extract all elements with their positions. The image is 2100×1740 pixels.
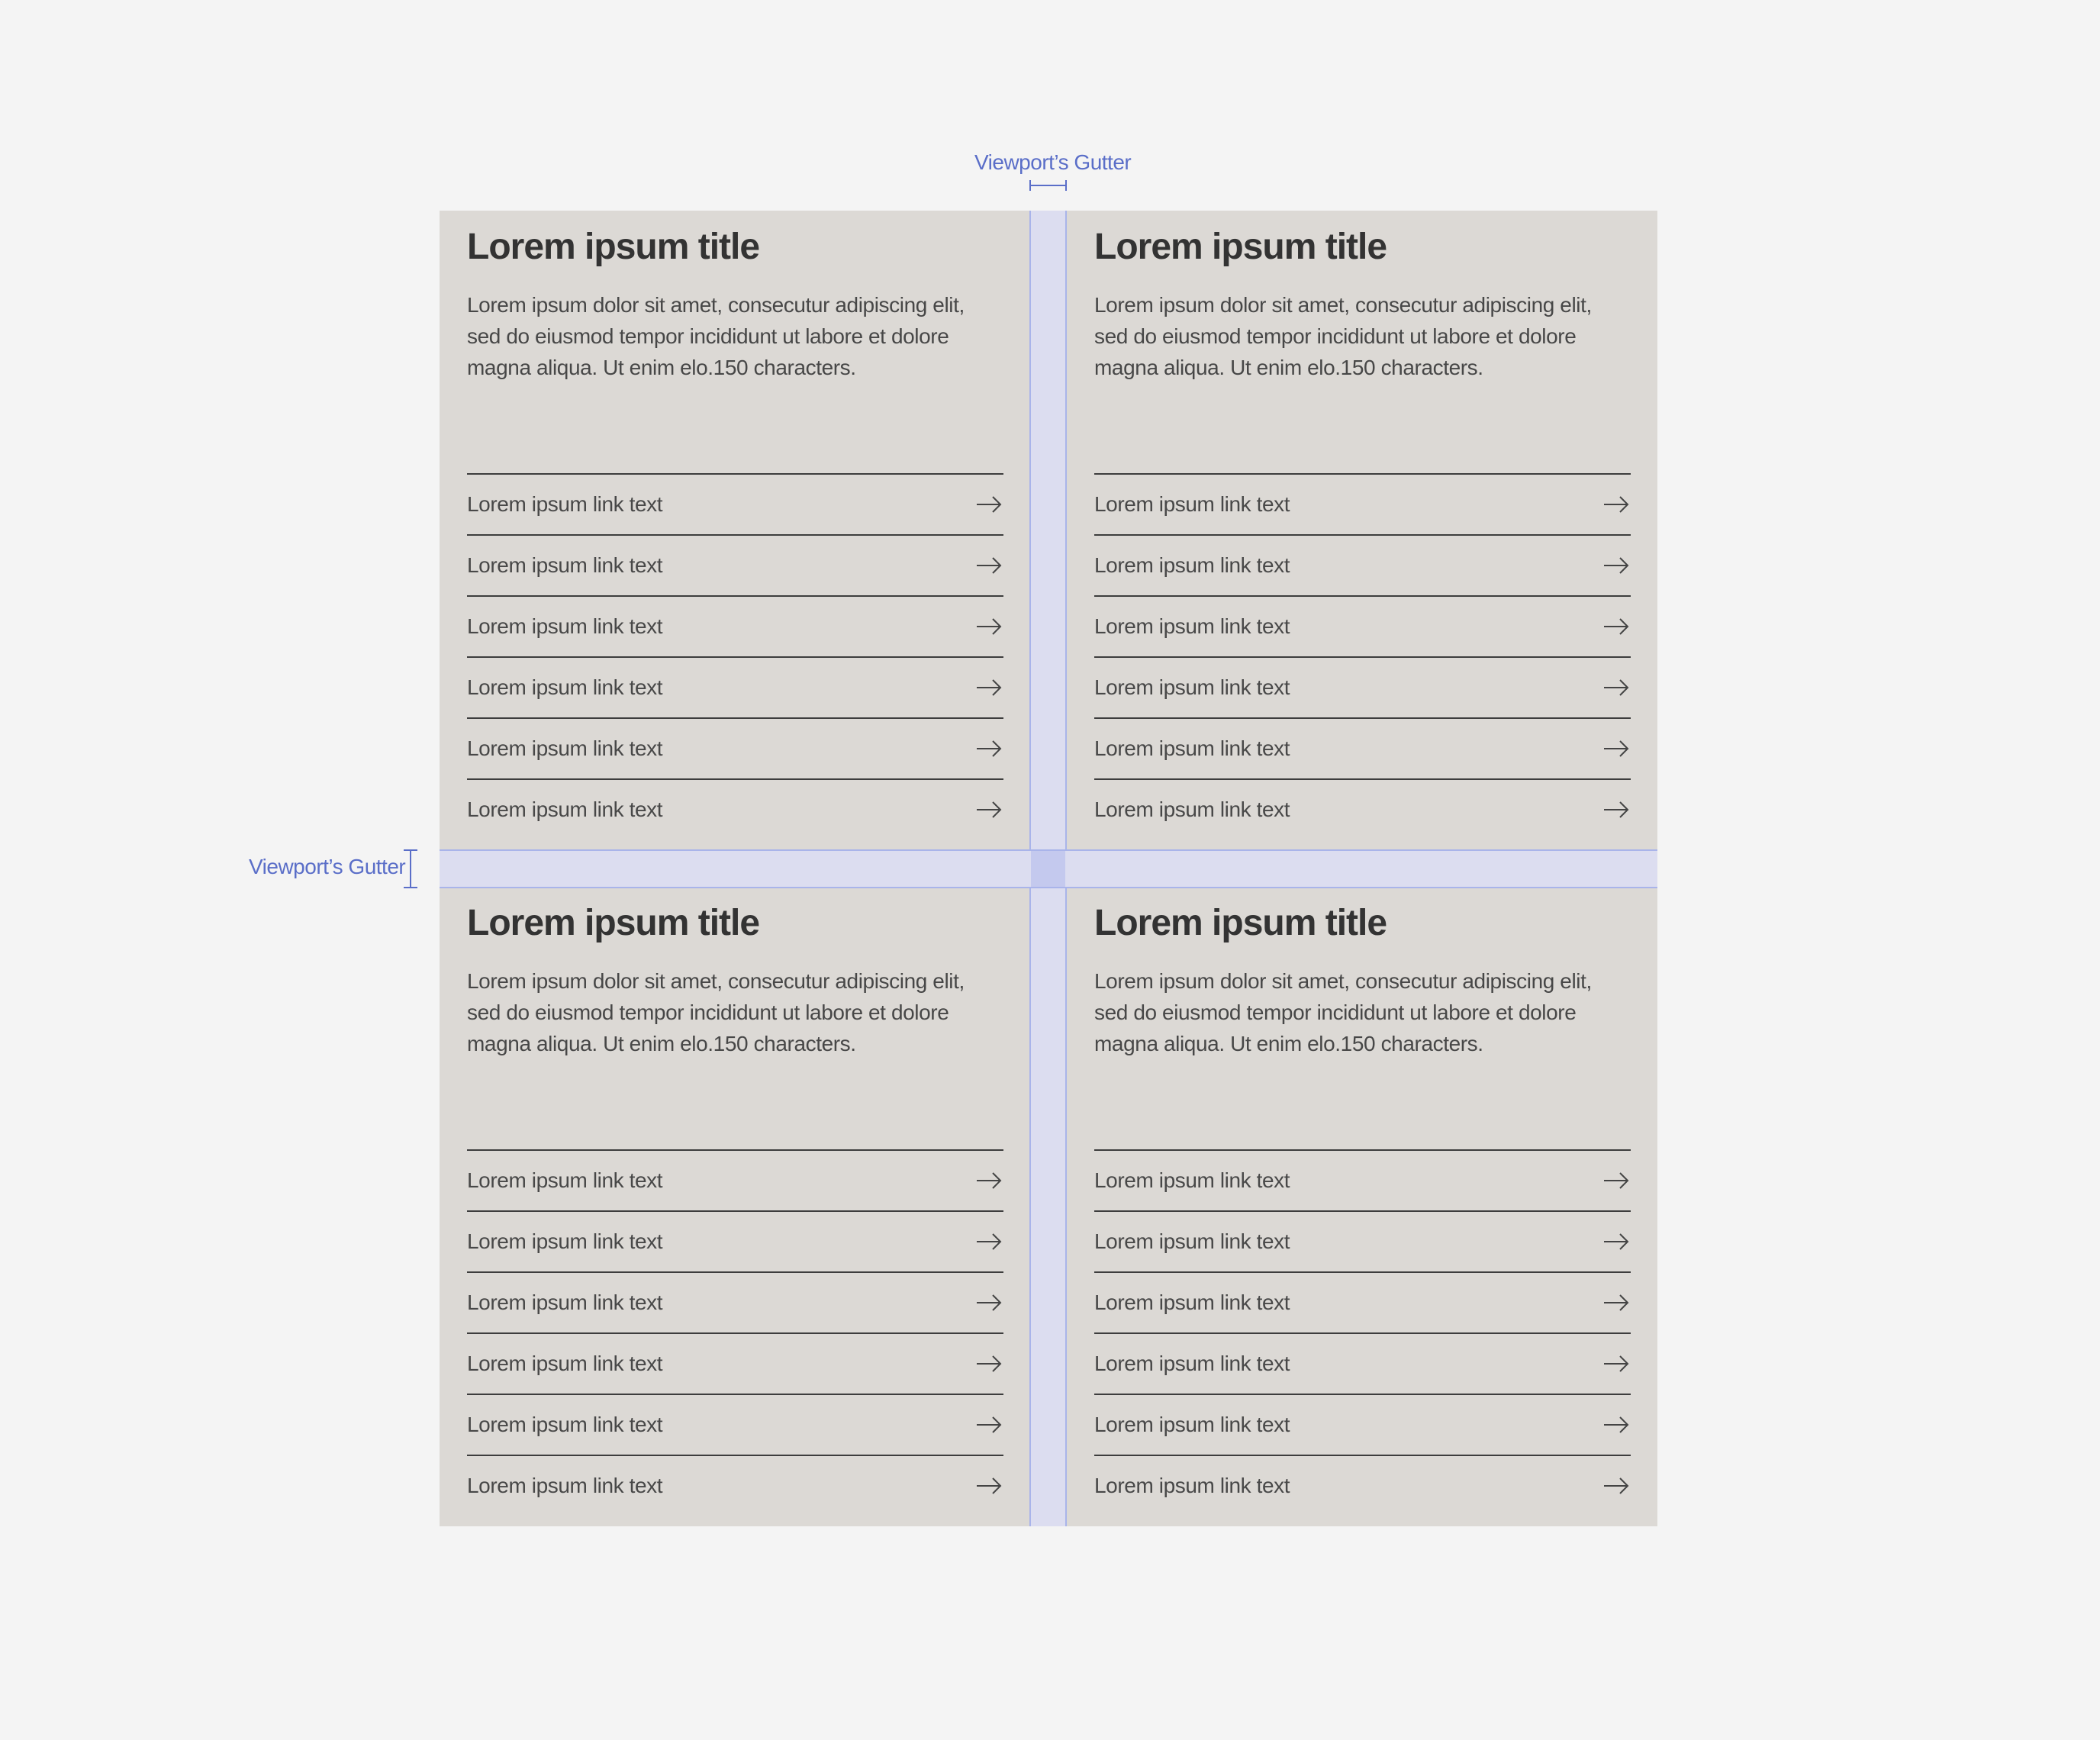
link-label[interactable]: Lorem ipsum link text — [467, 1352, 663, 1375]
link-list-item[interactable] — [467, 717, 1003, 778]
link-label[interactable]: Lorem ipsum link text — [1094, 1413, 1290, 1436]
link-label[interactable]: Lorem ipsum link text — [467, 553, 663, 577]
link-list-item[interactable] — [1094, 656, 1631, 717]
link-list-item[interactable] — [467, 1332, 1003, 1394]
link-list — [467, 473, 1003, 839]
content-card — [467, 903, 1029, 1497]
arrow-right-icon[interactable] — [1603, 678, 1629, 697]
content-card — [1094, 903, 1657, 1497]
link-list-item[interactable] — [467, 1210, 1003, 1271]
gutter-intersection — [1031, 851, 1065, 887]
card-title: Lorem ipsum title — [467, 903, 760, 943]
card-description: Lorem ipsum dolor sit amet, consecutur adipiscing elit, sed do eiusmod tempor incididunt ut labore et dolore magna aliqua. Ut enim elo.150 characters. — [467, 969, 965, 1055]
link-list-item[interactable] — [1094, 1149, 1631, 1210]
link-list-item[interactable] — [467, 473, 1003, 534]
link-list-item[interactable] — [467, 656, 1003, 717]
link-label[interactable]: Lorem ipsum link text — [467, 798, 663, 821]
link-label[interactable]: Lorem ipsum link text — [1094, 1352, 1290, 1375]
content-card — [467, 227, 1029, 821]
link-list-item[interactable] — [1094, 1271, 1631, 1332]
vertical-dimension-icon — [404, 849, 417, 888]
link-list-item[interactable] — [1094, 595, 1631, 656]
arrow-right-icon[interactable] — [976, 1171, 1002, 1190]
arrow-right-icon[interactable] — [976, 556, 1002, 575]
arrow-right-icon[interactable] — [1603, 495, 1629, 514]
arrow-right-icon[interactable] — [976, 740, 1002, 758]
arrow-right-icon[interactable] — [976, 617, 1002, 636]
link-label[interactable]: Lorem ipsum link text — [467, 1413, 663, 1436]
link-list — [1094, 473, 1631, 839]
link-list-item[interactable] — [1094, 1394, 1631, 1455]
link-label[interactable]: Lorem ipsum link text — [467, 492, 663, 516]
link-list-item[interactable] — [467, 778, 1003, 839]
arrow-right-icon[interactable] — [1603, 801, 1629, 819]
arrow-right-icon[interactable] — [976, 1416, 1002, 1434]
card-description: Lorem ipsum dolor sit amet, consecutur adipiscing elit, sed do eiusmod tempor incididunt ut labore et dolore magna aliqua. Ut enim elo.150 characters. — [467, 293, 965, 379]
card-title: Lorem ipsum title — [1094, 227, 1387, 267]
arrow-right-icon[interactable] — [976, 495, 1002, 514]
horizontal-dimension-icon — [1029, 180, 1067, 191]
link-label[interactable]: Lorem ipsum link text — [467, 736, 663, 760]
card-description: Lorem ipsum dolor sit amet, consecutur adipiscing elit, sed do eiusmod tempor incididunt ut labore et dolore magna aliqua. Ut enim elo.150 characters. — [1094, 293, 1592, 379]
arrow-right-icon[interactable] — [976, 1355, 1002, 1373]
content-card — [1094, 227, 1657, 821]
gutter-annotation-left: Viewport’s Gutter — [249, 855, 406, 878]
arrow-right-icon[interactable] — [1603, 1171, 1629, 1190]
card-description: Lorem ipsum dolor sit amet, consecutur adipiscing elit, sed do eiusmod tempor incididunt ut labore et dolore magna aliqua. Ut enim elo.150 characters. — [1094, 969, 1592, 1055]
arrow-right-icon[interactable] — [976, 801, 1002, 819]
arrow-right-icon[interactable] — [976, 1477, 1002, 1495]
link-list-item[interactable] — [467, 1455, 1003, 1516]
link-label[interactable]: Lorem ipsum link text — [1094, 1474, 1290, 1497]
card-title: Lorem ipsum title — [1094, 903, 1387, 943]
card-title: Lorem ipsum title — [467, 227, 760, 267]
link-label[interactable]: Lorem ipsum link text — [1094, 492, 1290, 516]
link-list — [1094, 1149, 1631, 1516]
link-list-item[interactable] — [467, 595, 1003, 656]
arrow-right-icon[interactable] — [976, 1294, 1002, 1312]
link-label[interactable]: Lorem ipsum link text — [1094, 1290, 1290, 1314]
arrow-right-icon[interactable] — [1603, 1355, 1629, 1373]
arrow-right-icon[interactable] — [1603, 740, 1629, 758]
link-label[interactable]: Lorem ipsum link text — [1094, 553, 1290, 577]
link-list-item[interactable] — [1094, 534, 1631, 595]
link-label[interactable]: Lorem ipsum link text — [467, 675, 663, 699]
arrow-right-icon[interactable] — [1603, 1294, 1629, 1312]
link-label[interactable]: Lorem ipsum link text — [1094, 1229, 1290, 1253]
link-list-item[interactable] — [467, 1149, 1003, 1210]
link-list-item[interactable] — [1094, 1332, 1631, 1394]
arrow-right-icon[interactable] — [976, 678, 1002, 697]
arrow-right-icon[interactable] — [1603, 1232, 1629, 1251]
gutter-annotation-top: Viewport’s Gutter — [974, 150, 1132, 174]
link-list-item[interactable] — [1094, 717, 1631, 778]
link-label[interactable]: Lorem ipsum link text — [1094, 675, 1290, 699]
link-label[interactable]: Lorem ipsum link text — [467, 1290, 663, 1314]
link-list-item[interactable] — [1094, 1210, 1631, 1271]
link-list-item[interactable] — [467, 1271, 1003, 1332]
arrow-right-icon[interactable] — [1603, 1477, 1629, 1495]
link-list-item[interactable] — [1094, 473, 1631, 534]
link-label[interactable]: Lorem ipsum link text — [467, 1229, 663, 1253]
link-label[interactable]: Lorem ipsum link text — [1094, 614, 1290, 638]
link-list-item[interactable] — [1094, 778, 1631, 839]
link-list — [467, 1149, 1003, 1516]
link-label[interactable]: Lorem ipsum link text — [467, 614, 663, 638]
arrow-right-icon[interactable] — [1603, 1416, 1629, 1434]
link-list-item[interactable] — [467, 1394, 1003, 1455]
arrow-right-icon[interactable] — [976, 1232, 1002, 1251]
link-label[interactable]: Lorem ipsum link text — [467, 1474, 663, 1497]
arrow-right-icon[interactable] — [1603, 617, 1629, 636]
link-label[interactable]: Lorem ipsum link text — [1094, 798, 1290, 821]
link-label[interactable]: Lorem ipsum link text — [1094, 1168, 1290, 1192]
arrow-right-icon[interactable] — [1603, 556, 1629, 575]
link-label[interactable]: Lorem ipsum link text — [1094, 736, 1290, 760]
link-list-item[interactable] — [1094, 1455, 1631, 1516]
link-list-item[interactable] — [467, 534, 1003, 595]
link-label[interactable]: Lorem ipsum link text — [467, 1168, 663, 1192]
